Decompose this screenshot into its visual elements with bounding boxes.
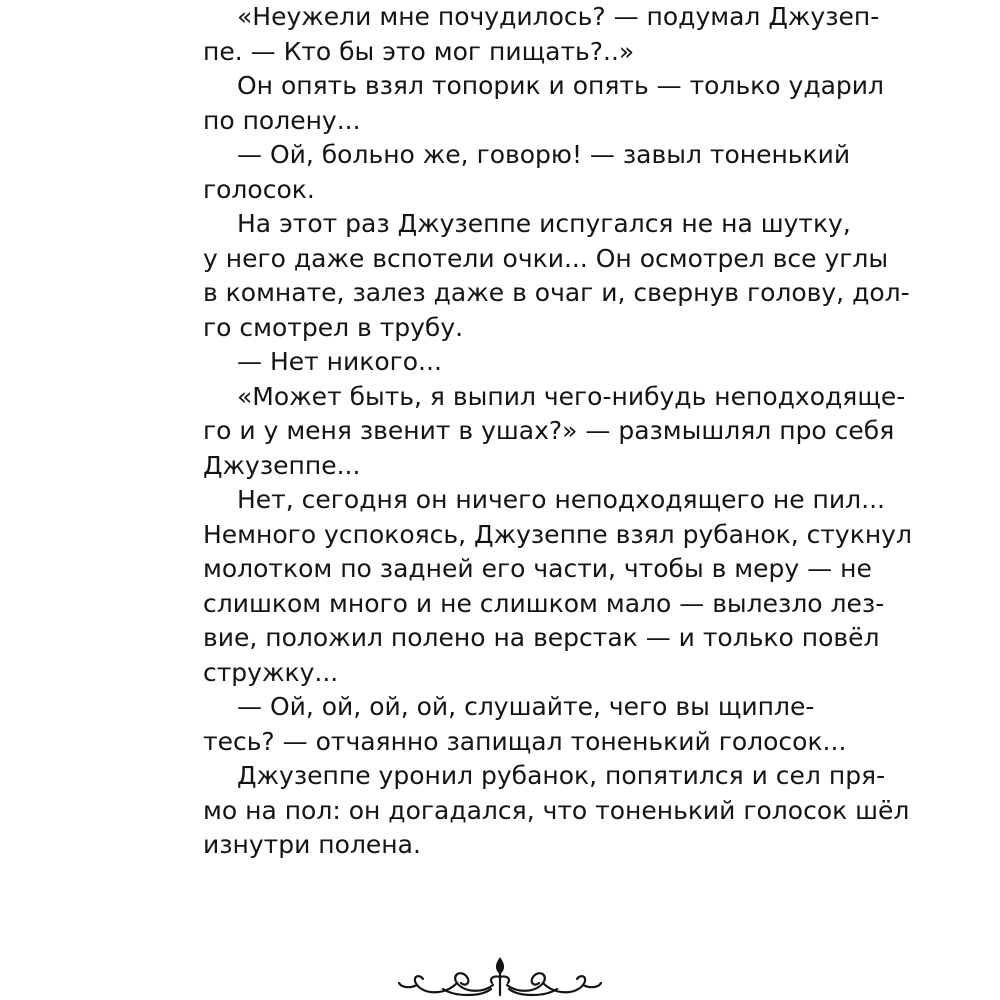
- text-line: Джузеппе...: [203, 450, 361, 480]
- text-line: Джузеппе уронил рубанок, попятился и сел пря-: [237, 761, 886, 790]
- text-line: — Ой, больно же, говорю! — завыл тоненький: [237, 140, 851, 169]
- text-line: в комнате, залез даже в очаг и, свернув голову, дол-: [203, 278, 910, 307]
- text-line: го и у меня звенит в ушах?» — размышлял про себя: [203, 416, 895, 445]
- text-line: мо на пол: он догадался, что тоненький голосок шёл: [203, 795, 910, 825]
- text-line: стружку...: [203, 657, 339, 687]
- text-line: по полену...: [203, 105, 361, 135]
- text-line: тесь? — отчаянно запищал тоненький голосок...: [203, 726, 847, 756]
- text-line: Нет, сегодня он ничего неподходящего не пил...: [237, 485, 885, 514]
- text-line: изнутри полена.: [203, 830, 421, 859]
- text-line: молотком по задней его части, чтобы в меру — не: [203, 554, 872, 583]
- flourish-ornament-icon: [395, 955, 605, 1000]
- body-text: [203, 0, 912, 863]
- text-line: у него даже вспотели очки... Он осмотрел все углы: [203, 243, 889, 273]
- text-line: голосок.: [203, 174, 315, 204]
- text-line: слишком много и не слишком мало — вылезло лез-: [203, 588, 885, 618]
- text-line: — Нет никого...: [237, 347, 442, 376]
- text-line: пе. — Кто бы это мог пищать?..»: [203, 36, 635, 66]
- text-line: го смотрел в трубу.: [203, 312, 464, 342]
- text-line: Он опять взял топорик и опять — только ударил: [237, 71, 885, 100]
- text-line: — Ой, ой, ой, ой, слушайте, чего вы щипле-: [237, 692, 815, 721]
- text-line: вие, положил полено на верстак — и только повёл: [203, 623, 880, 652]
- text-line: На этот раз Джузеппе испугался не на шутку,: [237, 209, 851, 238]
- text-line: Немного успокоясь, Джузеппе взял рубанок, стукнул: [203, 519, 912, 549]
- text-line: «Неужели мне почудилось? — подумал Джузеп-: [237, 2, 880, 31]
- text-line: «Может быть, я выпил чего-нибудь неподходяще-: [237, 381, 906, 411]
